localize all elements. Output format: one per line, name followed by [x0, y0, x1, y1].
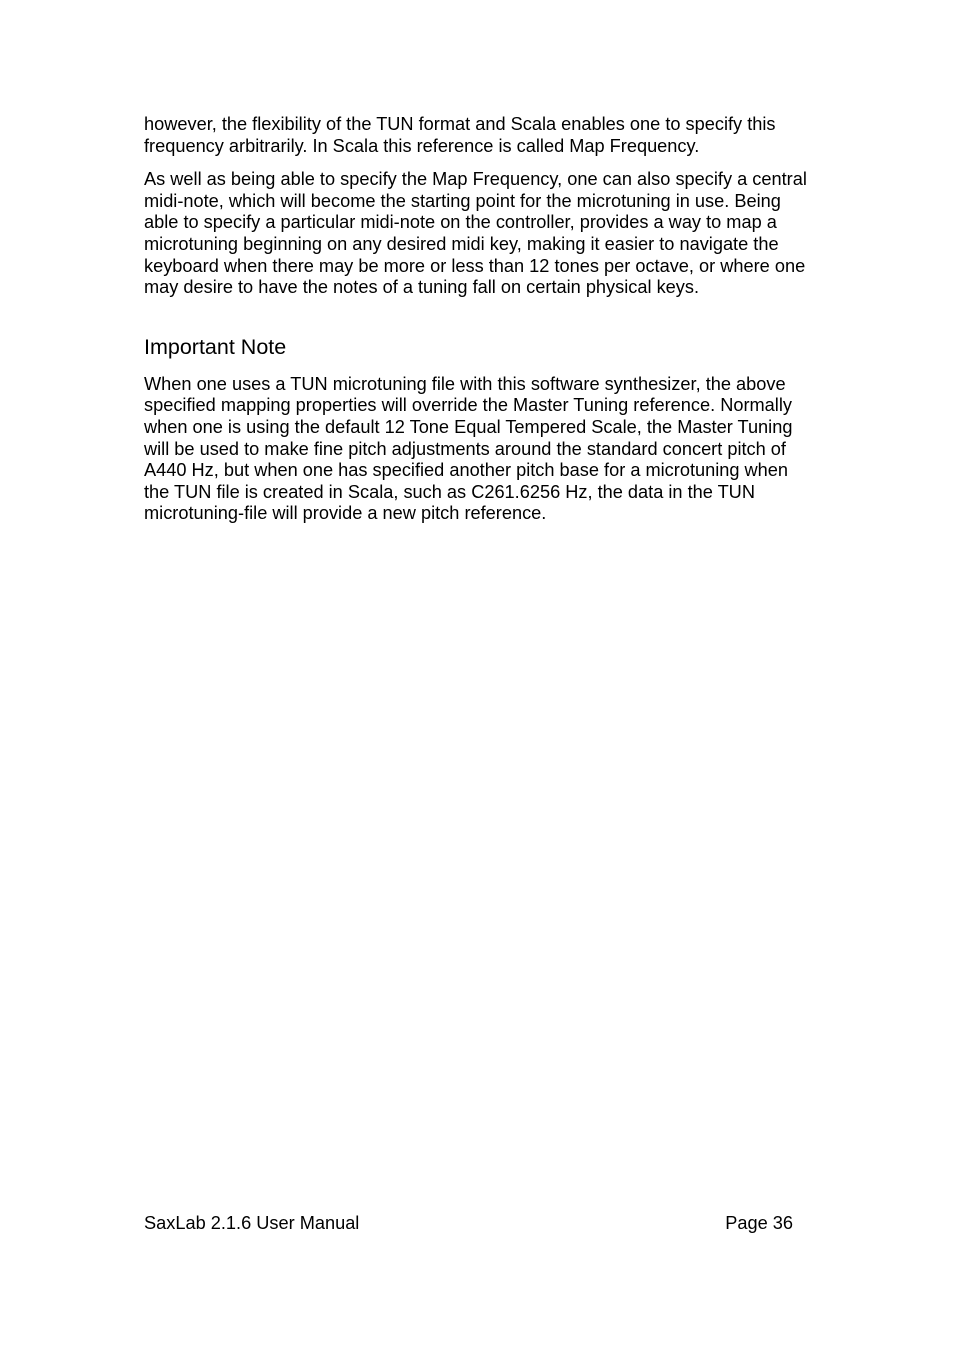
footer-page-number: Page 36	[725, 1213, 793, 1233]
paragraph-important-note: When one uses a TUN microtuning file with this software synthesizer, the above specified mapping properties will override the Master Tuning reference. Normally when one is using the default 12 Tone Equal Tempered Scale, the Master Tuning will be used to make fine pitch adjustments around the standard concert pitch of A440 Hz, but when one has specified another pitch base for a microtuning when the TUN file is created in Scala, such as C261.6256 Hz, the data in the TUN microtuning-file will provide a new pitch reference.	[144, 373, 793, 524]
page-footer	[144, 1211, 793, 1235]
section-heading-important-note: Important Note	[144, 334, 287, 359]
page-content	[144, 114, 810, 537]
paragraph-map-frequency: however, the flexibility of the TUN format and Scala enables one to specify this frequency arbitrarily. In Scala this reference is called Map Frequency.	[144, 114, 776, 156]
footer-manual-title: SaxLab 2.1.6 User Manual	[144, 1213, 360, 1233]
paragraph-central-midi-note: As well as being able to specify the Map Frequency, one can also specify a central midi-note, which will become the starting point for the microtuning in use. Being able to specify a particular midi-note on the controller, provides a way to map a microtuning beginning on any desired midi key, making it easier to navigate the keyboard when there may be more or less than 12 tones per octave, or where one may desire to have the notes of a tuning fall on certain physical keys.	[144, 169, 807, 298]
